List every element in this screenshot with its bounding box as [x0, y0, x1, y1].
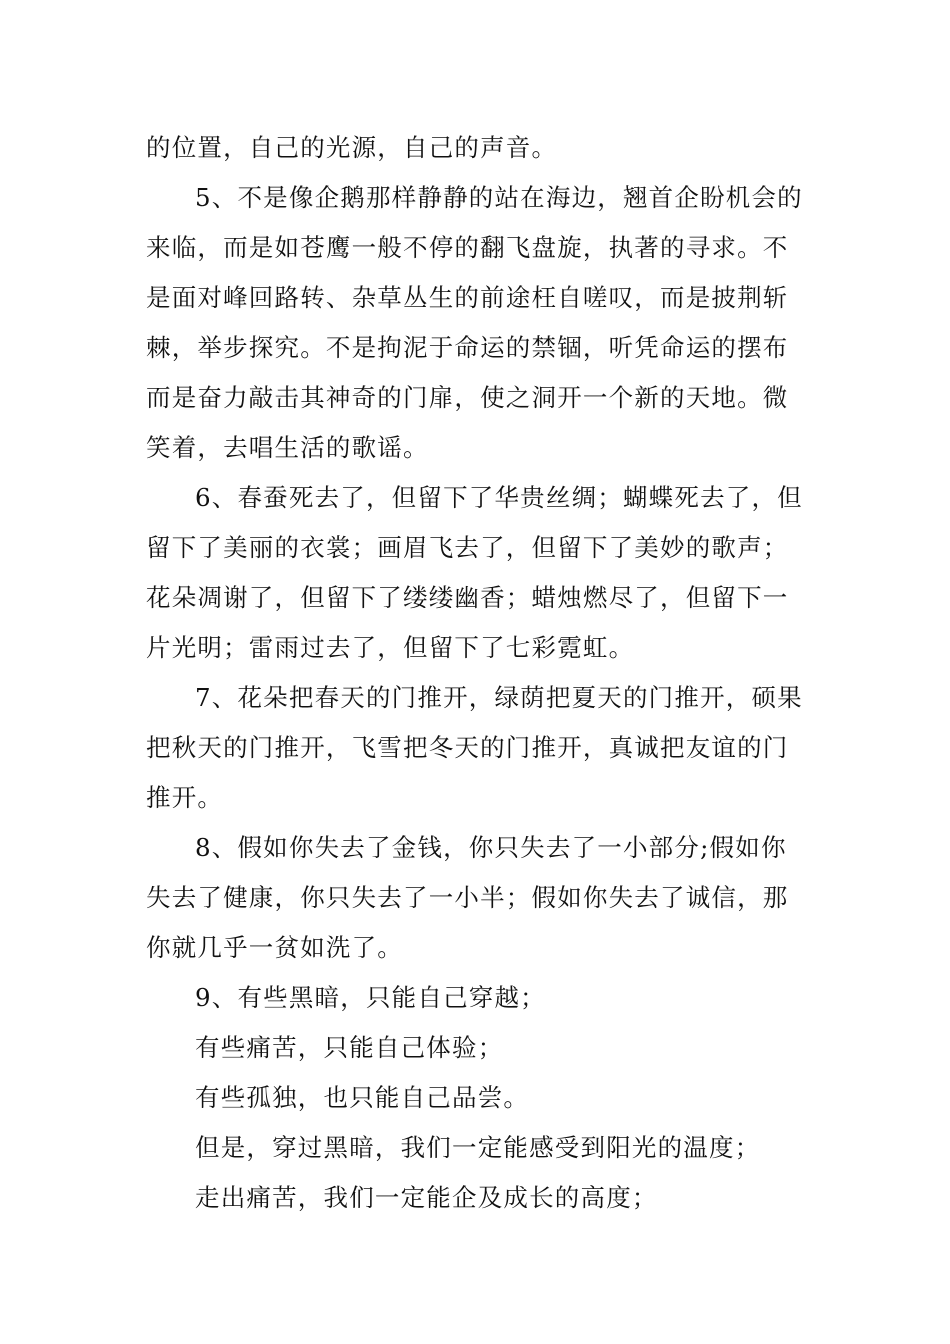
paragraph-5-first-line: 5、不是像企鹅那样静静的站在海边，翘首企盼机会的: [195, 183, 803, 212]
text-line: 但是，穿过黑暗，我们一定能感受到阳光的温度；: [195, 1133, 761, 1162]
text-line: 失去了健康，你只失去了一小半；假如你失去了诚信，那: [146, 883, 789, 912]
text-line: 你就几乎一贫如洗了。: [146, 933, 403, 962]
paragraph-9-first-line: 9、有些黑暗，只能自己穿越；: [195, 983, 546, 1012]
text-line: 推开。: [146, 783, 224, 812]
text-line: 留下了美丽的衣裳；画眉飞去了，但留下了美妙的歌声；: [146, 533, 789, 562]
text-line: 是面对峰回路转、杂草丛生的前途枉自嗟叹，而是披荆斩: [146, 283, 789, 312]
paragraph-8-first-line: 8、假如你失去了金钱，你只失去了一小部分;假如你: [195, 833, 787, 862]
text-line: 把秋天的门推开，飞雪把冬天的门推开，真诚把友谊的门: [146, 733, 789, 762]
text-line: 花朵凋谢了，但留下了缕缕幽香；蜡烛燃尽了，但留下一: [146, 583, 789, 612]
text-line: 有些痛苦，只能自己体验；: [195, 1033, 504, 1062]
text-line: 笑着，去唱生活的歌谣。: [146, 433, 429, 462]
paragraph-7-first-line: 7、花朵把春天的门推开，绿荫把夏天的门推开，硕果: [195, 683, 803, 712]
text-line: 棘，举步探究。不是拘泥于命运的禁锢，听凭命运的摆布: [146, 333, 789, 362]
text-line: 片光明；雷雨过去了，但留下了七彩霓虹。: [146, 633, 635, 662]
text-line: 有些孤独，也只能自己品尝。: [195, 1083, 530, 1112]
text-line: 而是奋力敲击其神奇的门扉，使之洞开一个新的天地。微: [146, 383, 789, 412]
text-line: 走出痛苦，我们一定能企及成长的高度；: [195, 1183, 658, 1212]
paragraph-6-first-line: 6、春蚕死去了，但留下了华贵丝绸；蝴蝶死去了，但: [195, 483, 803, 512]
text-line: 的位置，自己的光源，自己的声音。: [146, 133, 558, 162]
text-line: 来临，而是如苍鹰一般不停的翻飞盘旋，执著的寻求。不: [146, 233, 789, 262]
